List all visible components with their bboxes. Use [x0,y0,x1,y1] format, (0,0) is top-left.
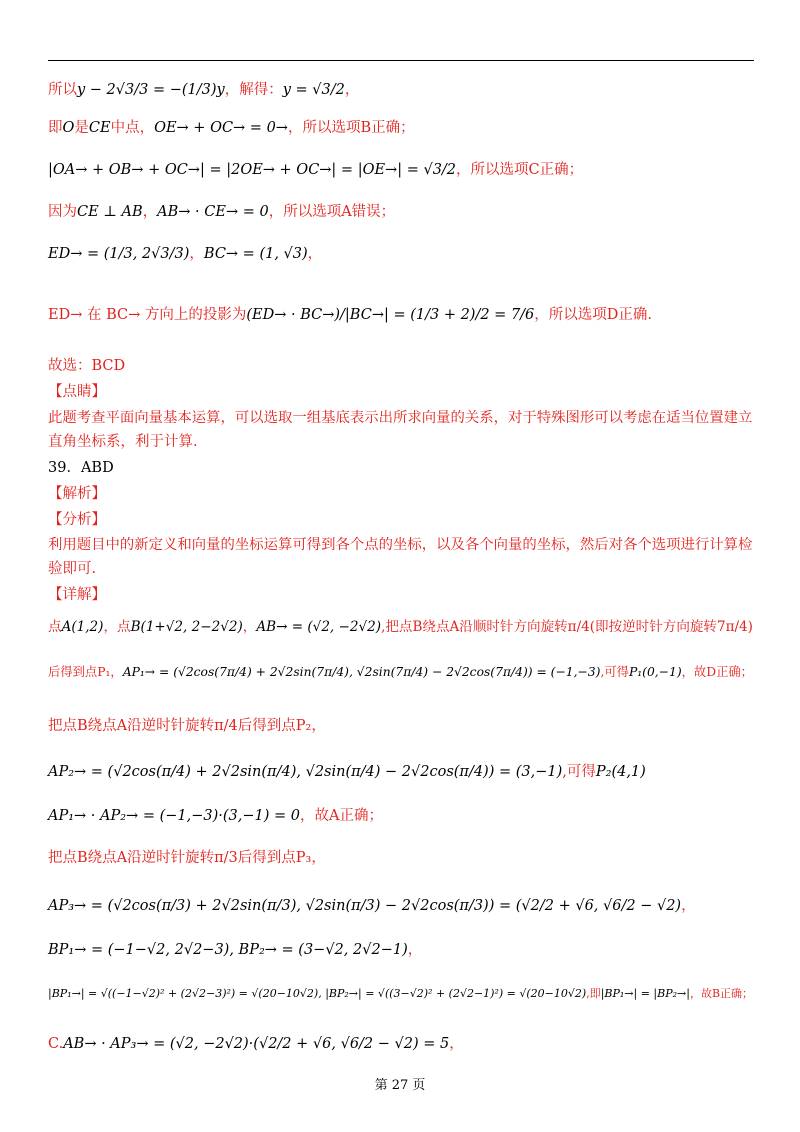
text-line-l11 [48,458,114,478]
text-line-l17 [48,617,753,637]
formula-l20-math: AP₂→ = (√2cos(π/4) + 2√2sin(π/4), √2sin(π/4) − 2√2cos(π/4)) = (3,−1) [48,764,563,780]
text-l26-red_mid: ， [449,1036,464,1052]
formula-l24-math: BP₁→ = (−1−√2, 2√2−3), BP₂→ = (3−√2, 2√2−1) [48,942,408,958]
formula-l04-math2: AB→ · CE→ = 0 [157,204,269,220]
text-line-l15 [48,559,96,579]
text-line-l01 [48,80,359,100]
formula-l21-math: AP₁→ · AP₂→ = (−1,−3)·(3,−1) = 0 [48,808,300,824]
formula-l23-math: AP₃→ = (√2cos(π/3) + 2√2sin(π/3), √2sin(π/3) − 2√2cos(π/3)) = (√2/2 + √6, √6/2 − √2) [48,898,682,914]
formula-l01-math: y − 2√3/3 = −(1/3)y [77,82,225,98]
text-line-l04 [48,202,395,222]
header-rule [48,60,754,61]
text-line-l06 [48,305,652,325]
text-line-l05 [48,244,322,264]
text-l17-red_tail: ,把点B绕点A沿顺时针方向旋转π/4(即按逆时针方向旋转7π/4) [381,619,753,635]
formula-l18-math2: P₁(0,−1) [628,665,682,679]
text-l18-red_pre: 后得到点P₁， [48,665,123,679]
text-l02-red_pre: 即 [48,120,63,136]
text-l18-red_post: ，故D正确； [681,665,753,679]
formula-l25-math: |BP₁→| = √((−1−√2)² + (2√2−3)²) = √(20−10√2), |BP₂→| = √((3−√2)² + (2√2−1)²) = √(20−10√2) [48,987,587,1000]
text-l23-red_mid: ， [681,898,696,914]
formula-l04-math: CE ⊥ AB [77,204,143,220]
text-l18-red_mid: ,可得 [600,665,629,679]
text-l04-red_pre: 因为 [48,204,77,220]
formula-l18-math: AP₁→ = (√2cos(7π/4) + 2√2sin(7π/4), √2sin(7π/4) − 2√2cos(7π/4)) = (−1,−3) [122,665,601,679]
text-line-l25 [48,984,753,1004]
formula-l17-math3: AB→ = (√2, −2√2) [256,619,382,635]
text-line-l20 [48,762,646,782]
formula-l01-math2: y = √3/2 [282,82,345,98]
text-l14-red_pre: 利用题目中的新定义和向量的坐标运算可得到各个点的坐标，以及各个向量的坐标，然后对各个选项进行计算检 [48,537,753,553]
text-l05-red_post: ， [307,246,323,262]
text-line-l18 [48,662,753,682]
formula-l02-math: O [62,120,75,136]
text-l09-red_pre: 此题考查平面向量基本运算，可以选取一组基底表示出所求向量的关系，对于特殊图形可以考虑在适当位置建立 [48,410,753,426]
text-l06-red_mid: ，所以选项D正确. [534,307,653,323]
formula-l03-math: |OA→ + OB→ + OC→| = |2OE→ + OC→| = |OE→| = √3/2 [48,162,457,178]
formula-l17-math2: B(1+√2, 2−2√2) [130,619,243,635]
text-l02-red_mid: 是 [74,120,89,136]
text-l02-red_post: 中点， [110,120,155,136]
text-l25-red_post: ，故B正确； [689,987,754,1000]
text-line-l19 [48,716,326,736]
text-l13-red_pre: 【分析】 [48,512,106,528]
text-line-l12 [48,484,106,504]
formula-l20-math2: P₂(4,1) [595,764,646,780]
text-l25-red_mid: ,即 [586,987,601,1000]
formula-l06-math: (ED→ · BC→)/|BC→| = (1/3 + 2)/2 = 7/6 [246,307,535,323]
text-line-l16 [48,585,106,605]
text-l07-red_pre: 故选：BCD [48,358,126,374]
text-line-l21 [48,806,383,826]
text-l01-red_post: ， [344,82,360,98]
text-l20-red_mid: ,可得 [562,764,596,780]
text-line-l02 [48,118,415,138]
text-l17-red_pre: 点 [48,619,62,635]
text-l02-red_tail: ，所以选项B正确； [287,120,415,136]
text-line-l13 [48,510,106,530]
text-l06-red_pre: ED→ 在 BC→ 方向上的投影为 [48,307,247,323]
text-l21-red_mid: ，故A正确； [299,808,383,824]
text-line-l08 [48,382,106,402]
text-l05-red_mid: ， [189,246,204,262]
text-l16-red_pre: 【详解】 [48,587,106,603]
text-l22-red_pre: 把点B绕点A沿逆时针旋转π/3后得到点P₃， [48,850,326,866]
page-footer: 第 27 页 [374,1078,426,1093]
text-l12-red_pre: 【解析】 [48,486,106,502]
text-l17-red_mid: ，点 [103,619,131,635]
text-line-l26 [48,1034,464,1054]
formula-l17-math: A(1,2) [61,619,104,635]
text-l04-red_post: ，所以选项A错误； [268,204,396,220]
text-line-l24 [48,940,422,960]
text-l19-red_pre: 把点B绕点A沿逆时针旋转π/4后得到点P₂， [48,718,326,734]
text-line-l10 [48,432,198,452]
text-line-l22 [48,848,326,868]
text-l11-red_pre: 39．ABD [48,460,114,476]
formula-l02-math2: CE [88,120,111,136]
formula-l05-math: ED→ = (1/3, 2√3/3) [48,246,190,262]
text-l26-red_pre: C. [48,1036,64,1052]
text-l08-red_pre: 【点睛】 [48,384,106,400]
text-line-l09 [48,408,752,428]
text-l17-red_post: ， [242,619,257,635]
text-line-l23 [48,896,696,916]
text-l24-red_mid: ， [407,942,423,958]
formula-l26-math: AB→ · AP₃→ = (√2, −2√2)·(√2/2 + √6, √6/2 − √2) = 5 [63,1036,450,1052]
formula-l05-math2: BC→ = (1, √3) [203,246,308,262]
text-l15-red_pre: 验即可. [48,561,97,577]
text-line-l03 [48,160,583,180]
text-line-l14 [48,535,752,555]
text-line-l07 [48,356,125,376]
text-l10-red_pre: 直角坐标系，利于计算. [48,434,198,450]
formula-l25-math2: |BP₁→| = |BP₂→| [600,987,690,1000]
formula-l02-math3: OE→ + OC→ = 0→ [154,120,288,136]
text-l01-red_pre: 所以 [48,82,77,98]
text-l03-red_mid: ，所以选项C正确； [456,162,584,178]
text-l04-red_mid: ， [142,204,158,220]
text-l01-red_mid: ，解得： [224,82,283,98]
